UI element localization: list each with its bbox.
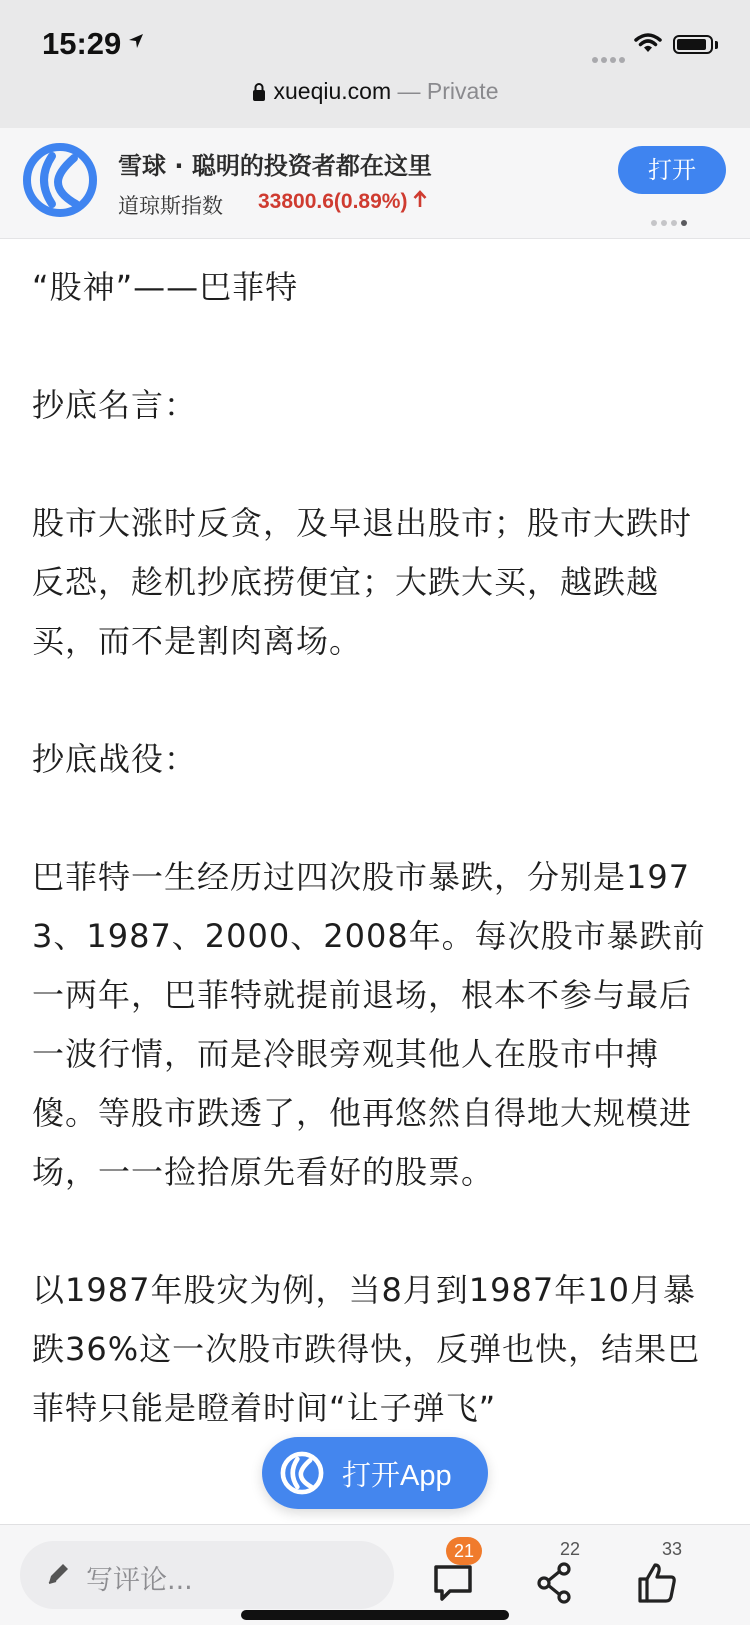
status-time: 15:29 <box>42 26 122 61</box>
article-body <box>32 258 722 1438</box>
comment-bubble-icon <box>432 1561 476 1605</box>
spacer <box>32 435 722 494</box>
likes-count: 33 <box>662 1539 683 1559</box>
private-label: — Private <box>391 78 499 104</box>
lock-icon <box>252 81 266 108</box>
paragraph: 以1987年股灾为例，当8月到1987年10月暴跌36%这一次股市跌得快，反弹也快，结果巴菲特只能是瞪着时间“让子弹飞” <box>32 1271 701 1427</box>
floating-open-app-button[interactable] <box>262 1437 488 1509</box>
like-button[interactable] <box>630 1525 690 1625</box>
article-title: “股神”——巴菲特 <box>32 268 299 306</box>
app-banner[interactable] <box>0 128 750 239</box>
url-domain: xueqiu.com <box>273 78 392 104</box>
address-bar[interactable] <box>0 78 750 108</box>
spacer <box>32 671 722 730</box>
wifi-icon <box>634 32 662 58</box>
xueqiu-logo-icon <box>280 1451 324 1495</box>
home-indicator[interactable] <box>241 1610 509 1620</box>
share-icon <box>534 1561 578 1605</box>
comment-placeholder: 写评论... <box>86 1565 193 1596</box>
shares-count: 22 <box>560 1539 581 1559</box>
open-app-button[interactable]: 打开 <box>618 146 726 194</box>
paragraph: 股市大涨时反贪，及早退出股市；股市大跌时反恐，趁机抄底捞便宜；大跌大买，越跌越买，而不是割肉离场。 <box>32 504 693 660</box>
pencil-icon <box>44 1560 72 1592</box>
index-label: 道琼斯指数 <box>118 194 223 218</box>
share-button[interactable] <box>528 1525 588 1625</box>
spacer <box>32 789 722 848</box>
banner-pager-dots <box>651 211 691 230</box>
comments-count-badge: 21 <box>446 1537 482 1565</box>
floating-button-label: 打开App <box>342 1460 452 1492</box>
arrow-up-icon <box>413 190 427 213</box>
xueqiu-logo-icon <box>22 142 98 218</box>
cellular-signal-icon <box>592 48 628 67</box>
thumbs-up-icon <box>636 1561 680 1605</box>
index-value <box>258 190 427 214</box>
location-arrow-icon <box>128 33 144 53</box>
spacer <box>32 317 722 376</box>
comment-input[interactable] <box>20 1541 394 1609</box>
banner-title: 雪球 · 聪明的投资者都在这里 <box>118 152 432 180</box>
battery-cap <box>715 41 718 49</box>
index-value-text: 33800.6(0.89%) <box>258 190 408 213</box>
battery-icon <box>673 35 713 54</box>
spacer <box>32 1202 722 1261</box>
section-heading: 抄底战役： <box>32 740 198 778</box>
status-bar <box>0 0 750 128</box>
section-heading: 抄底名言： <box>32 386 198 424</box>
paragraph: 巴菲特一生经历过四次股市暴跌，分别是1973、1987、2000、2008年。每次股市暴跌前一两年，巴菲特就提前退场，根本不参与最后一波行情，而是冷眼旁观其他人在股市中搏傻。等股市跌透了，他再悠然自得地大规模进场，一一捡拾原先看好的股票。 <box>32 858 706 1191</box>
